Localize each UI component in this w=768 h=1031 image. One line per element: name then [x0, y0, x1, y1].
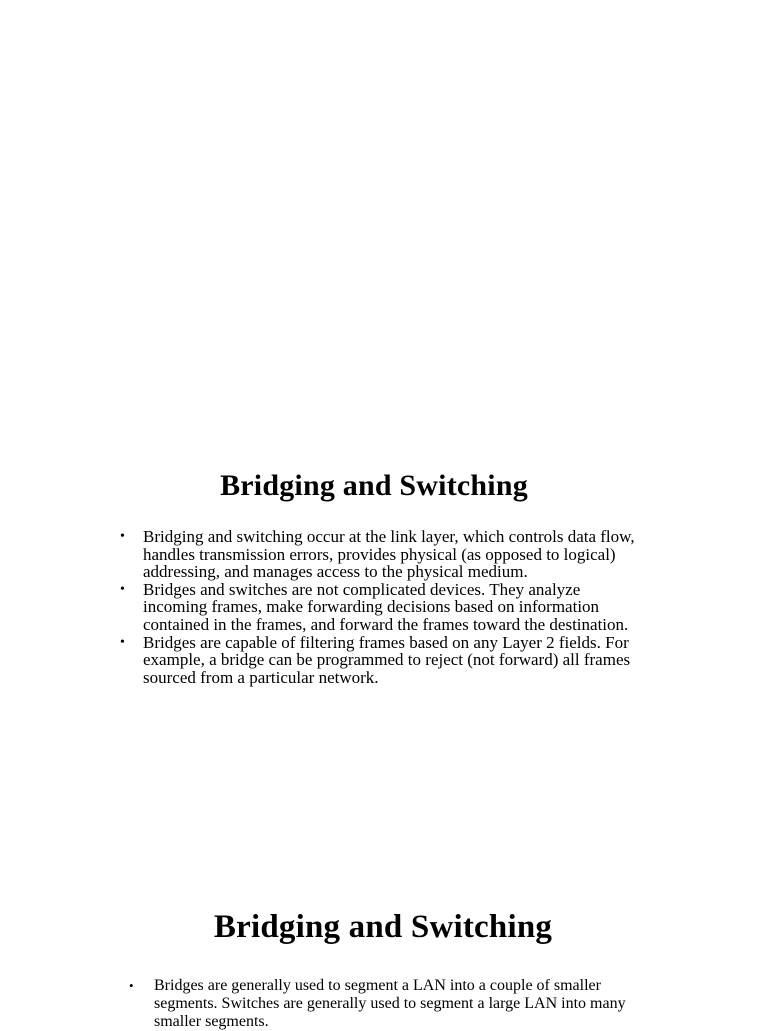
- slide-title: Bridging and Switching: [220, 469, 528, 502]
- slide-title: Bridging and Switching: [213, 909, 553, 945]
- bullet-item: [129, 977, 654, 1031]
- bullet-item: [120, 632, 643, 687]
- bullet-item: [120, 579, 643, 634]
- bullet-dot-icon: •: [120, 634, 125, 650]
- bullet-text: Bridging and switching occur at the link layer, which controls data flow, handles transmission errors, provides physical (as opposed to logical) addressing, and manages access to the physical medium.: [143, 527, 635, 582]
- bullet-dot-icon: •: [129, 978, 134, 993]
- bullet-item: [120, 527, 643, 582]
- bullet-text: Bridges and switches are not complicated devices. They analyze incoming frames, make forwarding decisions based on information contained in the frames, and forward the frames toward the destination.: [143, 579, 629, 634]
- slide-2: [0, 905, 768, 1030]
- bullet-text: Bridges are capable of filtering frames based on any Layer 2 fields. For example, a bridge can be programmed to reject (not forward) all frames sourced from a particular network.: [143, 632, 631, 687]
- slide-1: [0, 466, 768, 687]
- bullet-list: [120, 527, 643, 687]
- bullet-dot-icon: •: [120, 581, 125, 597]
- bullet-dot-icon: •: [120, 529, 125, 544]
- bullet-text: Bridges are generally used to segment a LAN into a couple of smaller segments. Switches are generally used to segment a large LAN into many smaller segments.: [154, 977, 626, 1030]
- bullet-list: [129, 977, 654, 1031]
